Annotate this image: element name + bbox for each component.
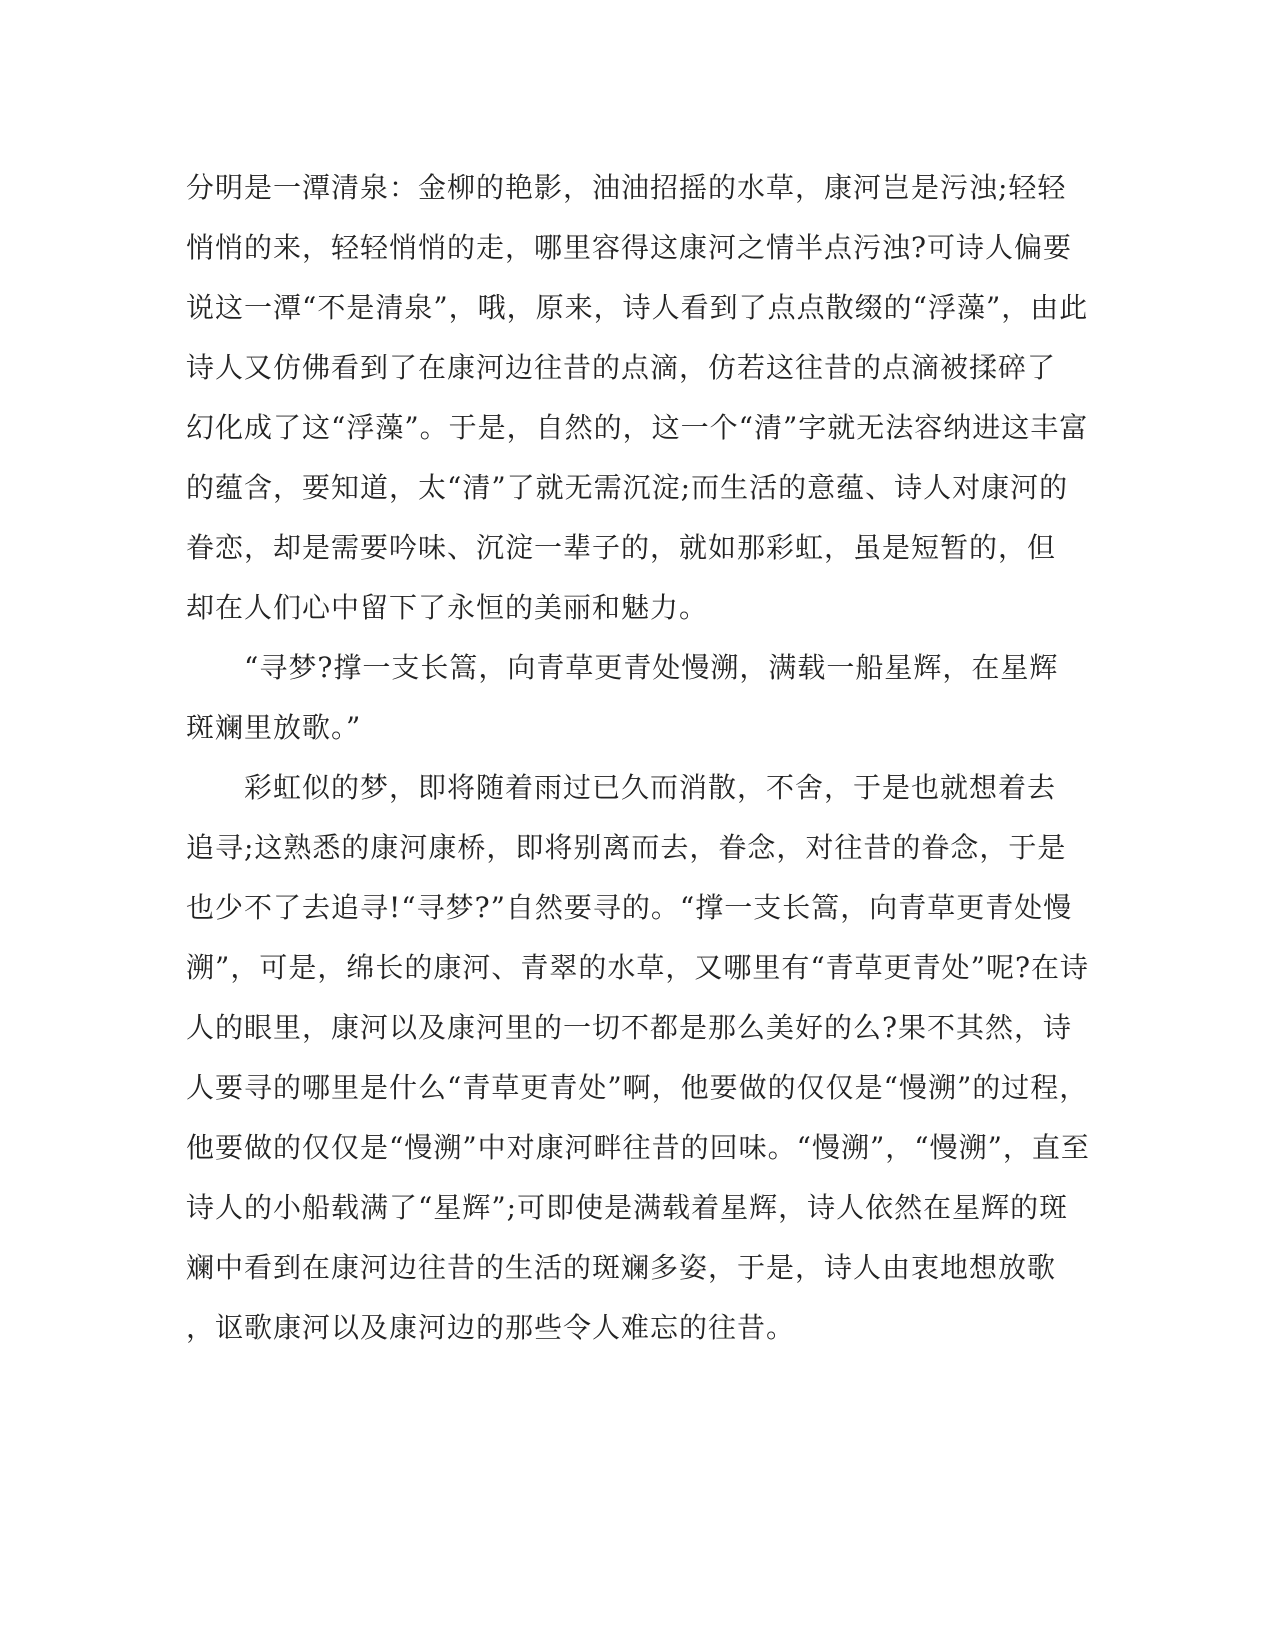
text-line: 悄悄的来，轻轻悄悄的走，哪里容得这康河之情半点污浊?可诗人偏要 <box>186 231 1073 264</box>
text-line: 诗人的小船载满了“星辉”;可即使是满载着星辉，诗人依然在星辉的斑 <box>186 1191 1069 1224</box>
text-line: 诗人又仿佛看到了在康河边往昔的点滴，仿若这往昔的点滴被揉碎了 <box>186 351 1057 384</box>
paragraph-continuation <box>186 158 1089 638</box>
text-line: 分明是一潭清泉：金柳的艳影，油油招摇的水草，康河岂是污浊;轻轻 <box>186 171 1067 204</box>
text-line: “寻梦?撑一支长篙，向青草更青处慢溯，满载一船星辉，在星辉 <box>186 651 1059 684</box>
paragraph-quote <box>186 638 1066 758</box>
text-line: 的蕴含，要知道，太“清”了就无需沉淀;而生活的意蕴、诗人对康河的 <box>186 471 1069 504</box>
text-line: 溯”，可是，绵长的康河、青翠的水草，又哪里有“青草更青处”呢?在诗 <box>186 951 1089 984</box>
text-line: 说这一潭“不是清泉”，哦，原来，诗人看到了点点散缀的“浮藻”，由此 <box>186 291 1089 324</box>
text-line: 彩虹似的梦，即将随着雨过已久而消散，不舍，于是也就想着去 <box>186 771 1057 804</box>
text-line: 人要寻的哪里是什么“青草更青处”啊，他要做的仅仅是“慢溯”的过程， <box>186 1071 1089 1104</box>
text-line: 幻化成了这“浮藻”。于是，自然的，这一个“清”字就无法容纳进这丰富 <box>186 411 1089 444</box>
text-line: 斓中看到在康河边往昔的生活的斑斓多姿，于是，诗人由衷地想放歌 <box>186 1251 1057 1284</box>
text-line: 也少不了去追寻!“寻梦?”自然要寻的。“撑一支长篙，向青草更青处慢 <box>186 891 1073 924</box>
text-line: 追寻;这熟悉的康河康桥，即将别离而去，眷念，对往昔的眷念，于是 <box>186 831 1067 864</box>
text-line: 却在人们心中留下了永恒的美丽和魅力。 <box>186 591 709 624</box>
text-line: 他要做的仅仅是“慢溯”中对康河畔往昔的回味。“慢溯”，“慢溯”，直至 <box>186 1131 1090 1164</box>
document-body <box>186 158 1090 1358</box>
text-line: 眷恋，却是需要吟味、沉淀一辈子的，就如那彩虹，虽是短暂的，但 <box>186 531 1057 564</box>
text-line: ，讴歌康河以及康河边的那些令人难忘的往昔。 <box>186 1311 796 1344</box>
text-line: 人的眼里，康河以及康河里的一切不都是那么美好的么?果不其然，诗 <box>186 1011 1073 1044</box>
text-line: 斑斓里放歌。” <box>186 711 362 744</box>
paragraph-analysis <box>186 758 1090 1358</box>
